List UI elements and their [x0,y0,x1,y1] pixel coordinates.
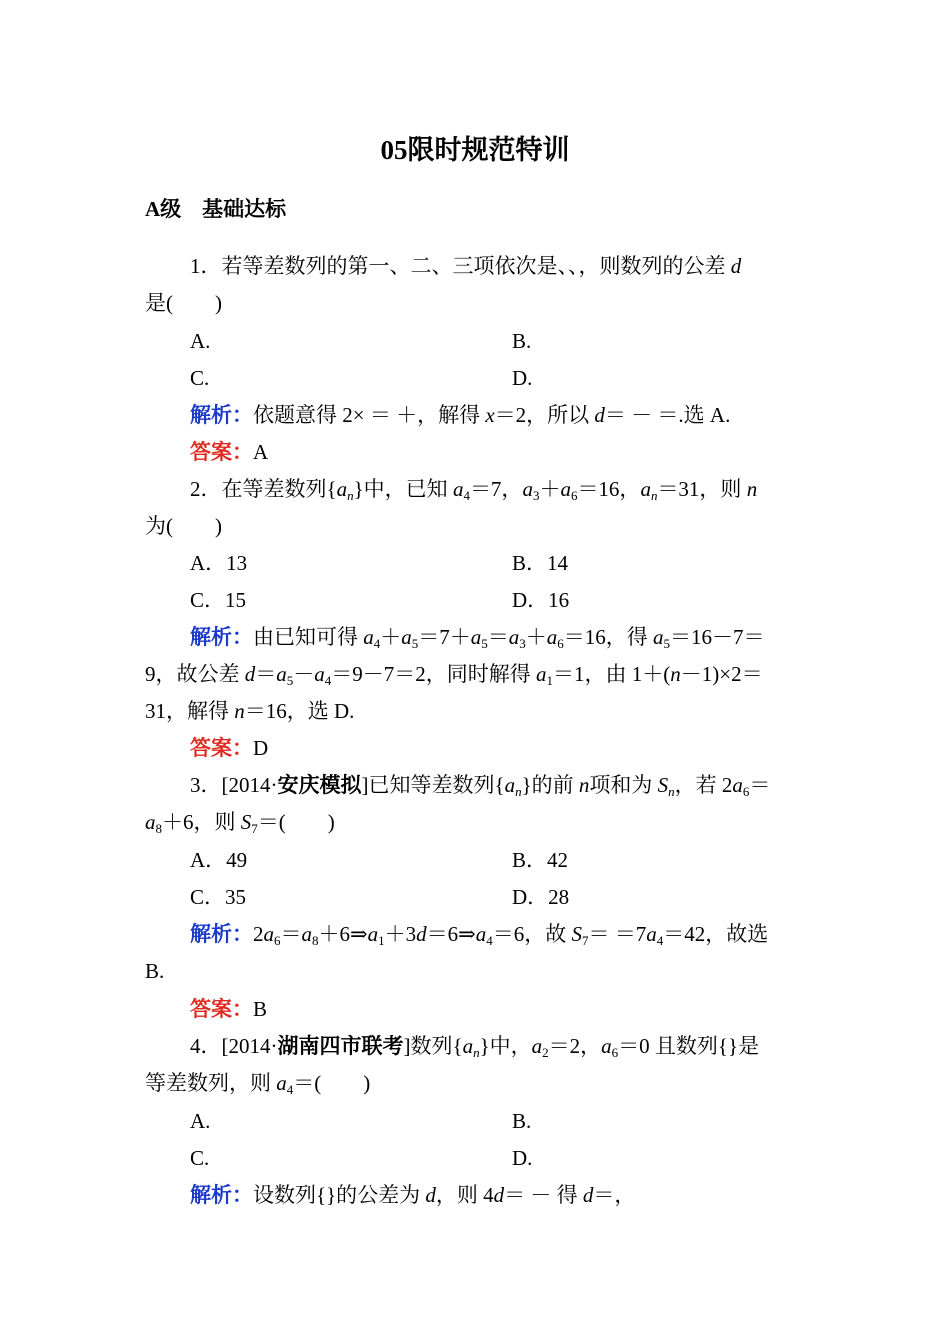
source-tag: 湖南四市联考 [277,1034,404,1058]
text-run: A [253,440,269,464]
text-run: ＝1，由 1＋( [553,662,671,686]
math-symbol: a [508,625,520,649]
text-run: ＝2，所以 [494,403,595,427]
question-2-text-cont: 为( ) [145,514,222,538]
math-symbol: n [515,784,522,799]
math-symbol: n [650,488,658,503]
text-run: ＝31，则 [657,477,747,501]
section-heading: A级 基础达标 [145,197,287,221]
subscript: 7 [251,821,258,836]
text-run: ＝6⇒ [426,922,476,946]
text-run: ＝7， [469,477,523,501]
math-symbol: S [240,810,252,834]
subscript: 8 [312,933,319,948]
text-run: ＝7＋ [418,625,471,649]
q3-option-a: A．49 [190,848,248,872]
text-run: B [253,997,268,1021]
text-run: 2．在等差数列{ [190,477,337,501]
text-run: ＋ [380,625,402,649]
text-run: 9，故公差 [145,662,245,686]
q2-option-b: B．14 [512,551,569,575]
subscript: 7 [581,933,589,948]
math-symbol: a [145,810,156,834]
q4-solution [190,1182,635,1208]
q4-option-d: D. [512,1146,533,1170]
text-run: ＝16－7＝ [670,625,765,649]
text-run: ＋6⇒ [318,922,368,946]
math-symbol: S [657,773,669,797]
text-run: ]数列{ [403,1034,463,1058]
text-run: 项和为 [589,773,658,797]
math-symbol: a [475,922,487,946]
math-symbol: d [730,254,742,278]
math-symbol: n [668,784,675,799]
text-run: ＋6，则 [162,810,241,834]
math-symbol: n [347,488,354,503]
subscript: 6 [570,488,578,503]
text-run: }的前 [521,773,579,797]
text-run: 依题意得 2× ＝ ＋，解得 [253,403,486,427]
math-symbol: a [531,1034,543,1058]
question-2-text [190,476,757,502]
math-symbol: n [473,1045,480,1060]
math-symbol: a [732,773,743,797]
q4-option-b: B. [512,1109,532,1133]
math-symbol: a [276,1071,287,1095]
text-run: 设数列{}的公差为 [253,1183,426,1207]
text-run: ＝ [487,625,509,649]
subscript: 6 [611,1045,619,1060]
subscript: 4 [656,933,664,948]
q3-option-b: B．42 [512,848,569,872]
subscript: 1 [378,933,385,948]
text-run: －1)×2＝ [680,662,763,686]
text-run: 等差数列，则 [145,1071,277,1095]
math-symbol: a [276,662,287,686]
q2-answer [190,735,268,761]
math-symbol: S [571,922,582,946]
subscript: 5 [286,673,294,688]
subscript: 5 [663,636,670,651]
q2-option-a: A．13 [190,551,248,575]
text-run: 1．若等差数列的第一、二、三项依次是、、，则数列的公差 [190,254,731,278]
text-run: ＝16， [577,477,641,501]
q2-solution-line-1 [190,624,765,650]
subscript: 4 [286,1082,294,1097]
question-4-text-cont [145,1070,370,1096]
text-run: ＝2， [548,1034,602,1058]
text-run: ，则 4 [435,1183,494,1207]
math-symbol: a [536,662,547,686]
text-run: ＝6，故 [492,922,572,946]
math-symbol: a [546,625,558,649]
q2-solution-line-2 [145,661,763,687]
math-symbol: a [401,625,412,649]
q4-option-c: C. [190,1146,210,1170]
subscript: 1 [546,673,553,688]
solution-label: 解析： [190,922,253,946]
math-symbol: n [234,699,245,723]
text-run: 3．[2014· [190,773,278,797]
text-run: 2 [253,922,264,946]
q3-solution-line-1 [190,921,768,947]
solution-label: 解析： [190,1183,253,1207]
math-symbol: a [640,477,651,501]
math-symbol: a [462,1034,474,1058]
subscript: 8 [155,821,162,836]
text-run: D [253,736,269,760]
text-run: ＝0 且数列{}是 [618,1034,760,1058]
source-tag: 安庆模拟 [277,773,362,797]
subscript: 4 [324,673,332,688]
q3-answer [190,996,267,1022]
text-run: }中，已知 [353,477,453,501]
subscript: 6 [274,933,281,948]
text-run: ＝( ) [257,810,335,834]
subscript: 2 [542,1045,549,1060]
math-symbol: a [522,477,533,501]
text-run: ＝( ) [293,1071,371,1095]
math-symbol: d [416,922,427,946]
answer-label: 答案： [190,736,253,760]
math-symbol: a [263,922,274,946]
math-symbol: n [578,773,590,797]
q2-solution-line-3 [145,698,354,724]
math-symbol: a [504,773,516,797]
subscript: 4 [486,933,493,948]
text-run: ]已知等差数列{ [361,773,505,797]
math-symbol: a [470,625,482,649]
text-run: ＝42，故选 [663,922,769,946]
q4-option-a: A. [190,1109,211,1133]
text-run: ＋ [539,477,561,501]
text-run: － [293,662,315,686]
q3-option-d: D．28 [512,885,570,909]
q2-option-d: D．16 [512,588,570,612]
solution-label: 解析： [190,403,253,427]
q3-option-c: C．35 [190,885,247,909]
math-symbol: a [452,477,464,501]
subscript: 4 [373,636,381,651]
answer-label: 答案： [190,440,253,464]
math-symbol: d [244,662,256,686]
question-4-text [190,1033,759,1059]
answer-label: 答案： [190,997,253,1021]
math-symbol: d [425,1183,436,1207]
math-symbol: a [560,477,571,501]
question-1-text [190,253,741,279]
math-symbol: a [314,662,325,686]
math-symbol: a [653,625,664,649]
subscript: 6 [742,784,750,799]
question-3-text-cont [145,809,335,835]
math-symbol: a [367,922,379,946]
q1-solution [190,402,730,428]
subscript: 5 [411,636,419,651]
math-symbol: a [646,922,657,946]
q1-option-c: C. [190,366,210,390]
q1-answer [190,439,268,465]
text-run: ＝9－7＝2，同时解得 [331,662,536,686]
text-run: ＝ [280,922,302,946]
math-symbol: x [485,403,495,427]
math-symbol: d [582,1183,594,1207]
math-symbol: n [670,662,681,686]
q3-solution-line-2: B. [145,959,165,983]
subscript: 6 [557,636,564,651]
page-title: 05限时规范特训 [380,135,570,165]
text-run: ＋ [525,625,547,649]
solution-label: 解析： [190,625,253,649]
math-symbol: a [301,922,312,946]
text-run: 由已知可得 [253,625,364,649]
math-symbol: a [601,1034,612,1058]
math-symbol: n [746,477,758,501]
q1-option-a: A. [190,329,211,353]
text-run: ＝16，选 D. [244,699,355,723]
text-run: ＝ [749,773,771,797]
text-run: ＝， [593,1183,636,1207]
text-run: ，若 2 [674,773,733,797]
subscript: 3 [532,488,540,503]
text-run: ＝ － ＝.选 A. [604,403,731,427]
q1-option-b: B. [512,329,532,353]
q2-option-c: C．15 [190,588,247,612]
math-symbol: a [336,477,348,501]
question-1-text-cont: 是( ) [145,291,222,315]
text-run: ＝ ＝7 [588,922,647,946]
subscript: 3 [519,636,526,651]
subscript: 5 [481,636,488,651]
subscript: 4 [463,488,470,503]
text-run: ＋3 [384,922,417,946]
text-run: }中， [479,1034,532,1058]
math-symbol: a [363,625,374,649]
text-run: 4．[2014· [190,1034,278,1058]
math-symbol: d [594,403,605,427]
text-run: ＝ － 得 [504,1183,583,1207]
q1-option-d: D. [512,366,533,390]
text-run: ＝16，得 [563,625,653,649]
text-run: ＝ [255,662,277,686]
text-run: 31，解得 [145,699,235,723]
question-3-text [190,772,770,798]
math-symbol: d [493,1183,505,1207]
